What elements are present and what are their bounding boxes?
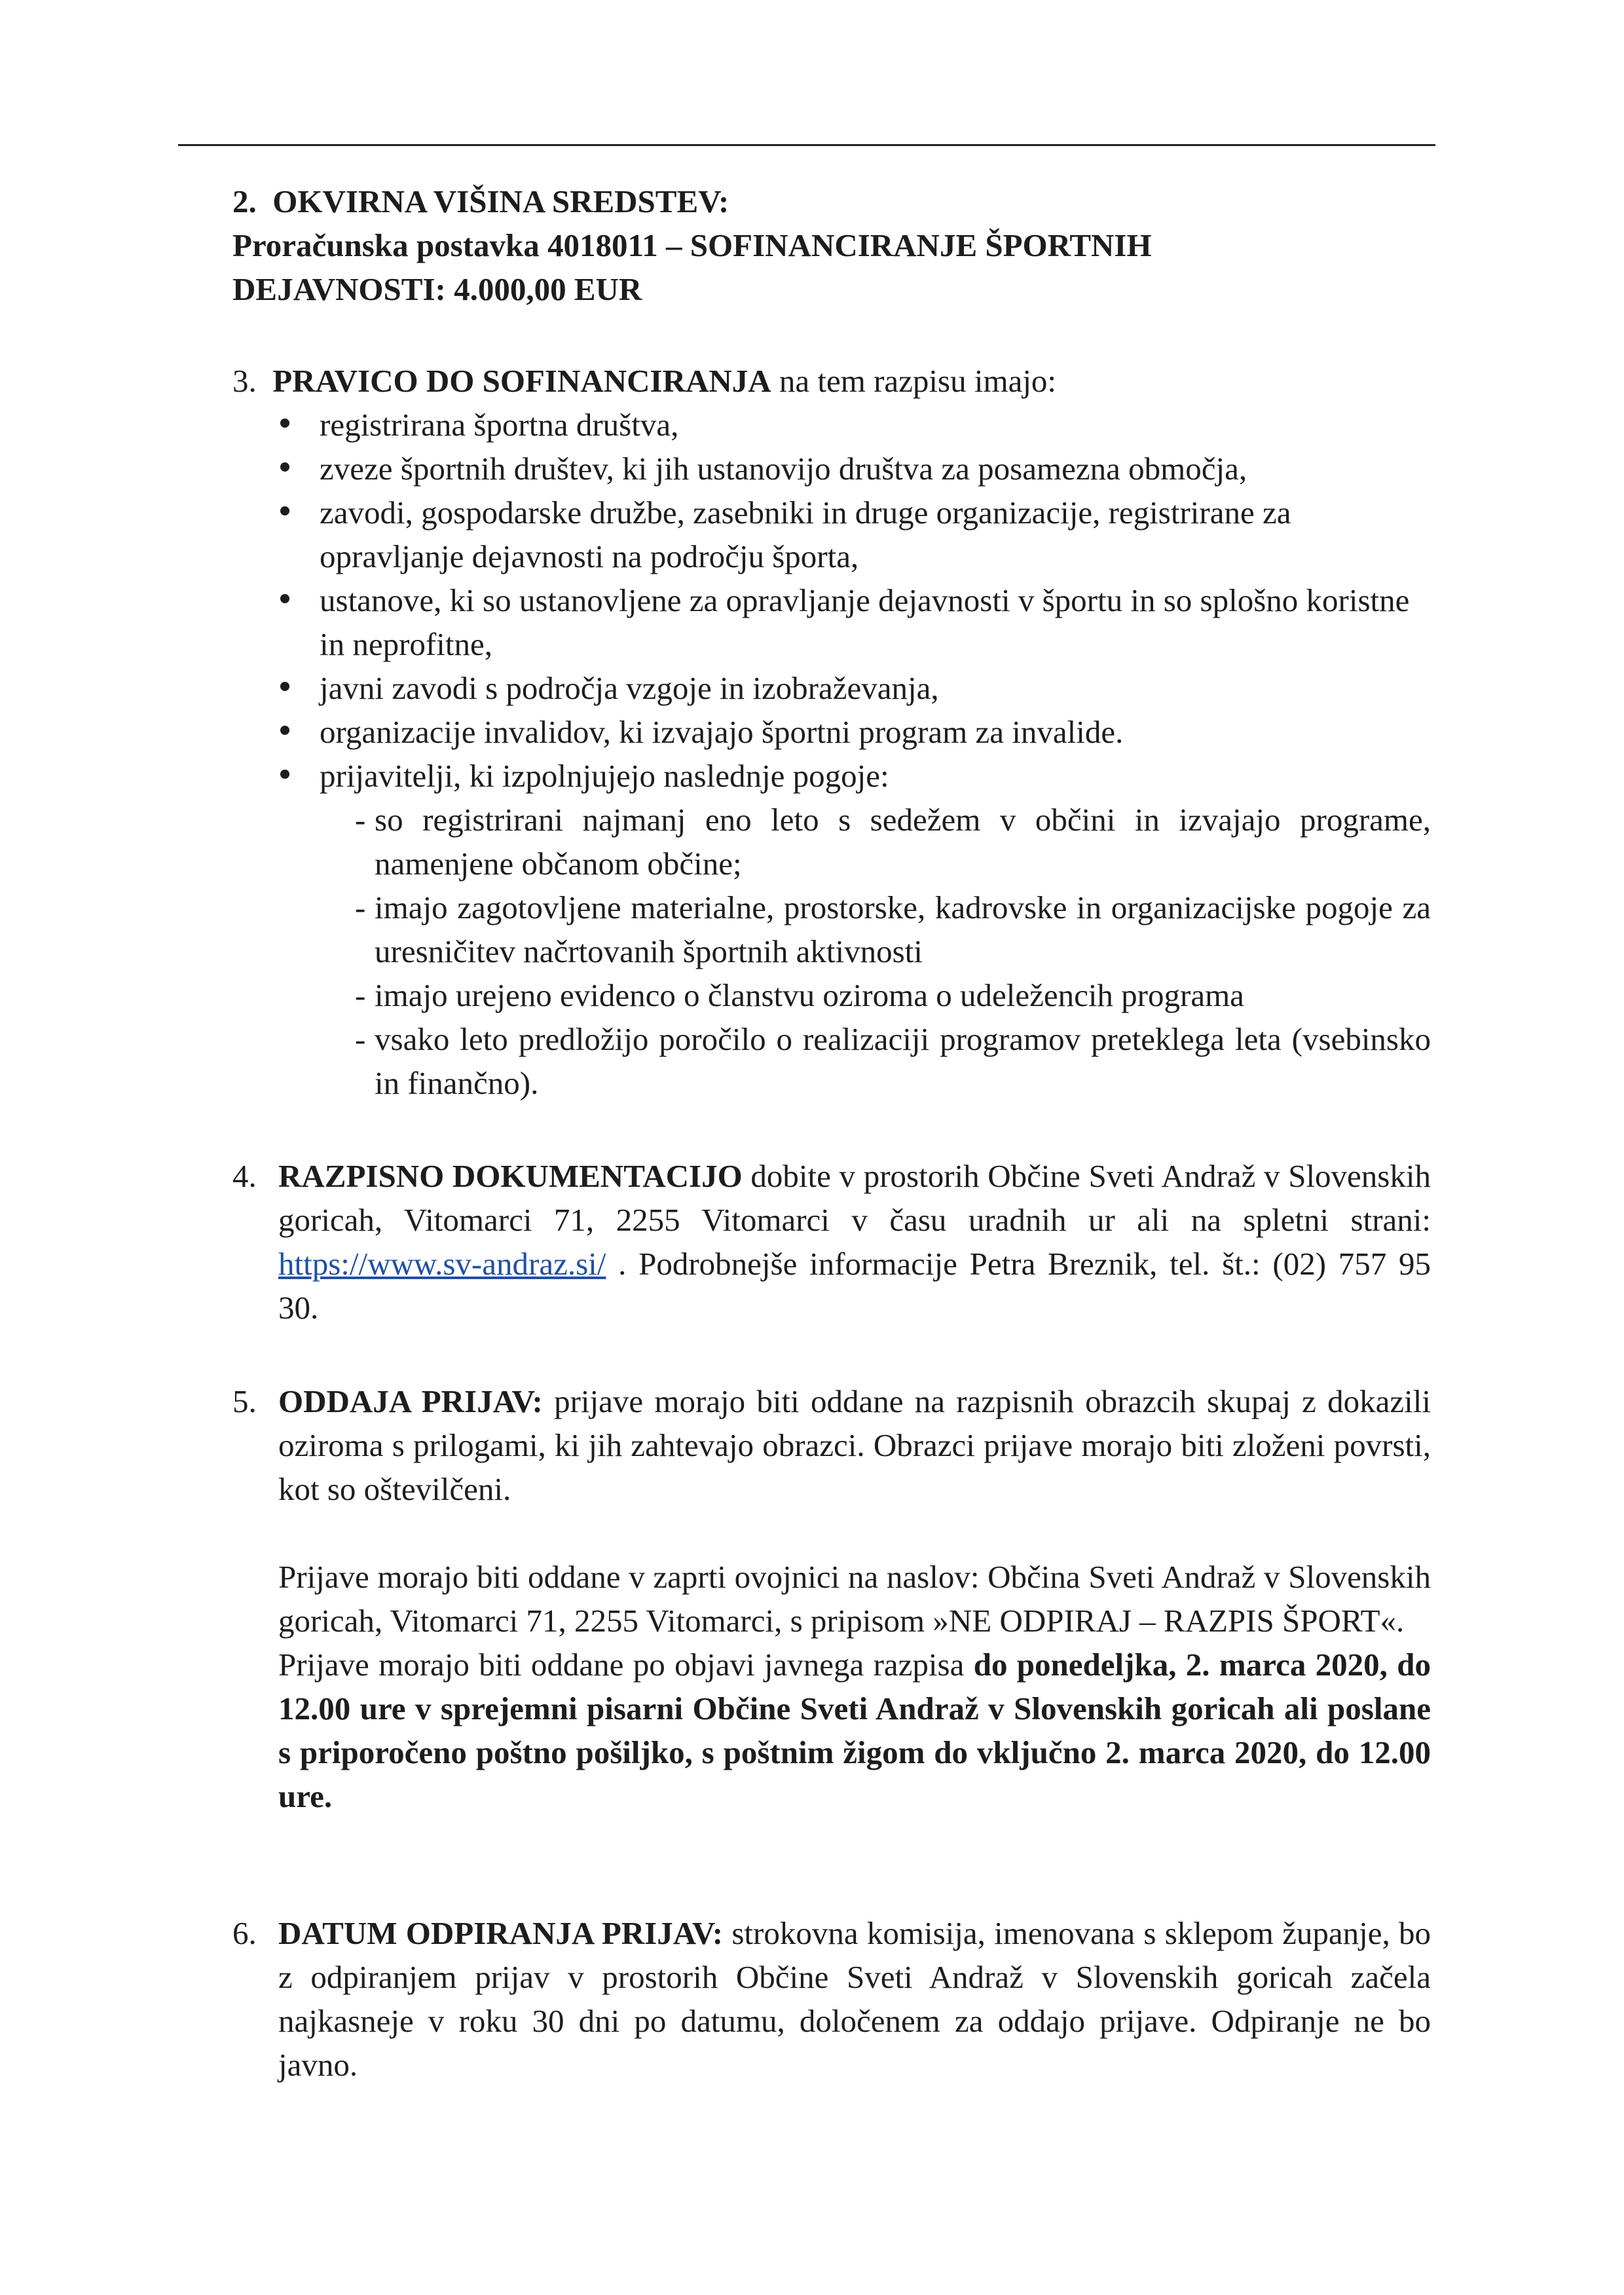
section-5-deadline-paragraph: Prijave morajo biti oddane po objavi javnega razpisa do ponedeljka, 2. marca 2020, do 12.00 ure v sprejemni pisarni Občine Sveti Andraž v Slovenskih goricah ali poslane s priporočeno poštno pošiljko, s poštnim žigom do vključno 2. marca 2020, do 12.00 ure. [278,1647,1431,1814]
section-3-heading [232,359,1431,403]
section-5-title: ODDAJA PRIJAV: [278,1383,543,1419]
list-item: organizacije invalidov, ki izvajajo športni program za invalide. [280,710,1431,754]
list-item: - so registrirani najmanj eno leto s sedežem v občini in izvajajo programe, namenjene občanom občine; [355,802,1431,882]
list-item: ustanove, ki so ustanovljene za opravljanje dejavnosti v športu in so splošno koristne in neprofitne, [280,578,1431,666]
section-2-heading [232,179,1411,223]
list-item: - vsako leto predložijo poročilo o realizaciji programov preteklega leta (vsebinsko in finančno). [355,1021,1431,1101]
section-6-title: DATUM ODPIRANJA PRIJAV: [278,1915,724,1951]
section-3-title: PRAVICO DO SOFINANCIRANJA [272,363,771,399]
conditions-list [355,798,1431,1105]
section-2-amount-line: DEJAVNOSTI: 4.000,00 EUR [232,271,642,307]
section-5-address-paragraph: Prijave morajo biti oddane v zaprti ovojnici na naslov: Občina Sveti Andraž v Slovenskih goricah, Vitomarci 71, 2255 Vitomarci, s pripisom »NE ODPIRAJ – RAZPIS ŠPORT«. [278,1559,1431,1639]
section-2-title: OKVIRNA VIŠINA SREDSTEV: [272,183,729,219]
list-item: prijavitelji, ki izpolnjujejo naslednje pogoje: [280,754,1431,798]
website-link[interactable]: https://www.sv-andraz.si/ [278,1246,606,1282]
bullet-icon [280,506,289,515]
list-item: javni zavodi s področja vzgoje in izobraževanja, [280,666,1431,710]
section-6-number: 6. [232,1915,257,1951]
bullet-icon [280,594,289,603]
eligibility-list [280,403,1431,798]
section-3-number: 3. [232,363,257,399]
list-item: - imajo urejeno evidenco o članstvu oziroma o udeležencih programa [355,977,1244,1013]
bullet-icon [280,726,289,735]
list-item: - imajo zagotovljene materialne, prostorske, kadrovske in organizacijske pogoje za uresničitev načrtovanih športnih aktivnosti [355,889,1431,969]
section-2 [232,179,1411,311]
section-2-budget-line: Proračunska postavka 4018011 – SOFINANCIRANJE ŠPORTNIH [232,227,1152,263]
header-rule [178,144,1435,146]
section-6-body: DATUM ODPIRANJA PRIJAV: strokovna komisija, imenovana s sklepom županje, bo z odpiranjem prijav v prostorih Občine Sveti Andraž v Slovenskih goricah začela najkasneje v roku 30 dni po datumu, določenem za oddajo prijave. Odpiranje ne bo javno. [278,1915,1431,2083]
section-4-body: RAZPISNO DOKUMENTACIJO dobite v prostorih Občine Sveti Andraž v Slovenskih goricah, Vitomarci 71, 2255 Vitomarci v času uradnih ur ali na spletni strani: https://www.sv-andraz.si/ . Podrobnejše informacije Petra Breznik, tel. št.: (02) 757 95 30. [278,1158,1431,1326]
section-4 [232,1154,1431,1330]
bullet-icon [280,462,289,472]
bullet-icon [280,419,289,428]
section-5-number: 5. [232,1383,257,1419]
section-3-intro: na tem razpisu imajo: [771,363,1057,399]
list-item: zavodi, gospodarske družbe, zasebniki in druge organizacije, registrirane za opravljanje dejavnosti na področju športa, [280,491,1431,578]
section-6 [232,1911,1431,2087]
section-2-number: 2. [232,183,257,219]
deadline-text: do ponedeljka, 2. marca 2020, do 12.00 ure v sprejemni pisarni Občine Sveti Andraž v Slovenskih goricah ali poslane s priporočeno poštno pošiljko, s poštnim žigom do vključno 2. marca 2020, do 12.00 ure. [278,1647,1431,1814]
bullet-icon [280,682,289,691]
section-3 [232,359,1431,1105]
bullet-icon [280,770,289,779]
section-4-number: 4. [232,1158,257,1194]
section-5-body: ODDAJA PRIJAV: prijave morajo biti oddane na razpisnih obrazcih skupaj z dokazili oziroma s prilogami, ki jih zahtevajo obrazci. Obrazci prijave morajo biti zloženi povrsti, kot so oštevilčeni. [278,1383,1431,1507]
list-item: zveze športnih društev, ki jih ustanovijo društva za posamezna območja, [280,447,1431,491]
section-4-title: RAZPISNO DOKUMENTACIJO [278,1158,743,1194]
list-item: registrirana športna društva, [280,403,1431,447]
section-5 [232,1379,1431,1818]
